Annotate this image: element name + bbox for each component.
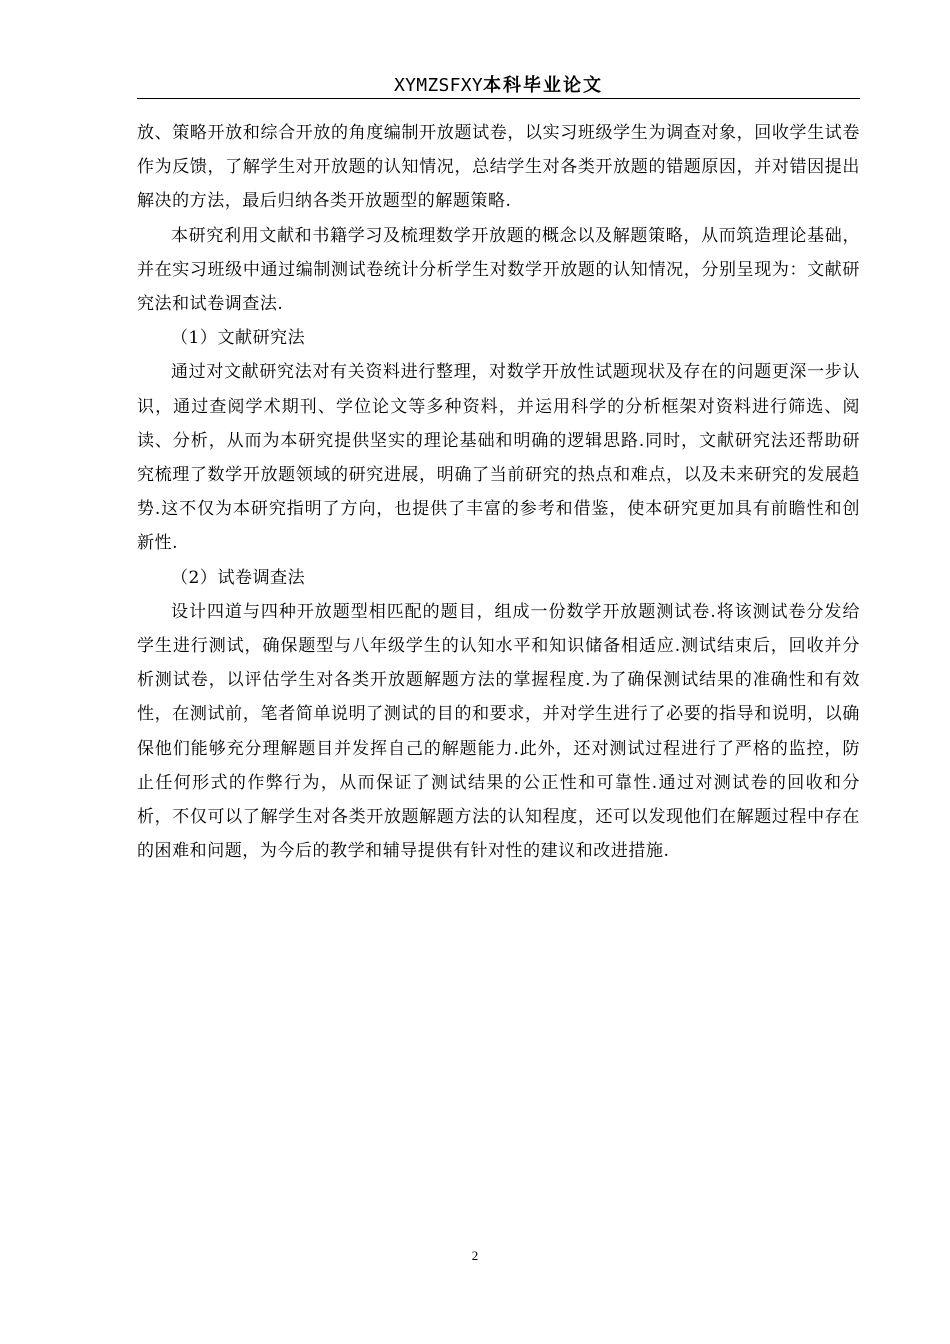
page-header [137, 72, 860, 99]
paragraph-test-survey-method: 设计四道与四种开放题型相匹配的题目，组成一份数学开放题测试卷.将该测试卷分发给学生进行测试，确保题型与八年级学生的认知水平和知识储备相适应.测试结束后，回收并分析测试卷，以评估学生对各类开放题解题方法的掌握程度.为了确保测试结果的准确性和有效性，在测试前，笔者简单说明了测试的目的和要求，并对学生进行了必要的指导和说明，以确保他们能够充分理解题目并发挥自己的解题能力.此外，还对测试过程进行了严格的监控，防止任何形式的作弊行为，从而保证了测试结果的公正性和可靠性.通过对测试卷的回收和分析，不仅可以了解学生对各类开放题解题方法的认知程度，还可以发现他们在解题过程中存在的困难和问题，为今后的教学和辅导提供有针对性的建议和改进措施. [137, 601, 860, 862]
paragraph-literature-method: 通过对文献研究法对有关资料进行整理，对数学开放性试题现状及存在的问题更深一步认识，通过查阅学术期刊、学位论文等多种资料，并运用科学的分析框架对资料进行筛选、阅读、分析，从而为本研究提供坚实的理论基础和明确的逻辑思路.同时，文献研究法还帮助研究梳理了数学开放题领域的研究进展，明确了当前研究的热点和难点，以及未来研究的发展趋势.这不仅为本研究指明了方向，也提供了丰富的参考和借鉴，使本研究更加具有前瞻性和创新性. [137, 362, 860, 554]
header-school-code: XYMZSFXY [393, 75, 484, 96]
main-body [137, 116, 860, 868]
page-number: 2 [471, 1248, 479, 1263]
paragraph-research-basis: 本研究利用文献和书籍学习及梳理数学开放题的概念以及解题策略，从而筑造理论基础，并在实习班级中通过编制测试卷统计分析学生对数学开放题的认知情况，分别呈现为：文献研究法和试卷调查法. [137, 225, 860, 315]
section-heading-test-survey-method: （2）试卷调查法 [171, 567, 306, 588]
section-heading-literature-method: （1）文献研究法 [171, 328, 306, 349]
paragraph-continuation: 放、策略开放和综合开放的角度编制开放题试卷，以实习班级学生为调查对象，回收学生试卷作为反馈，了解学生对开放题的认知情况，总结学生对各类开放题的错题原因，并对错因提出解决的方法，最后归纳各类开放题型的解题策略. [137, 123, 860, 212]
header-thesis-label: 本科毕业论文 [483, 75, 604, 96]
